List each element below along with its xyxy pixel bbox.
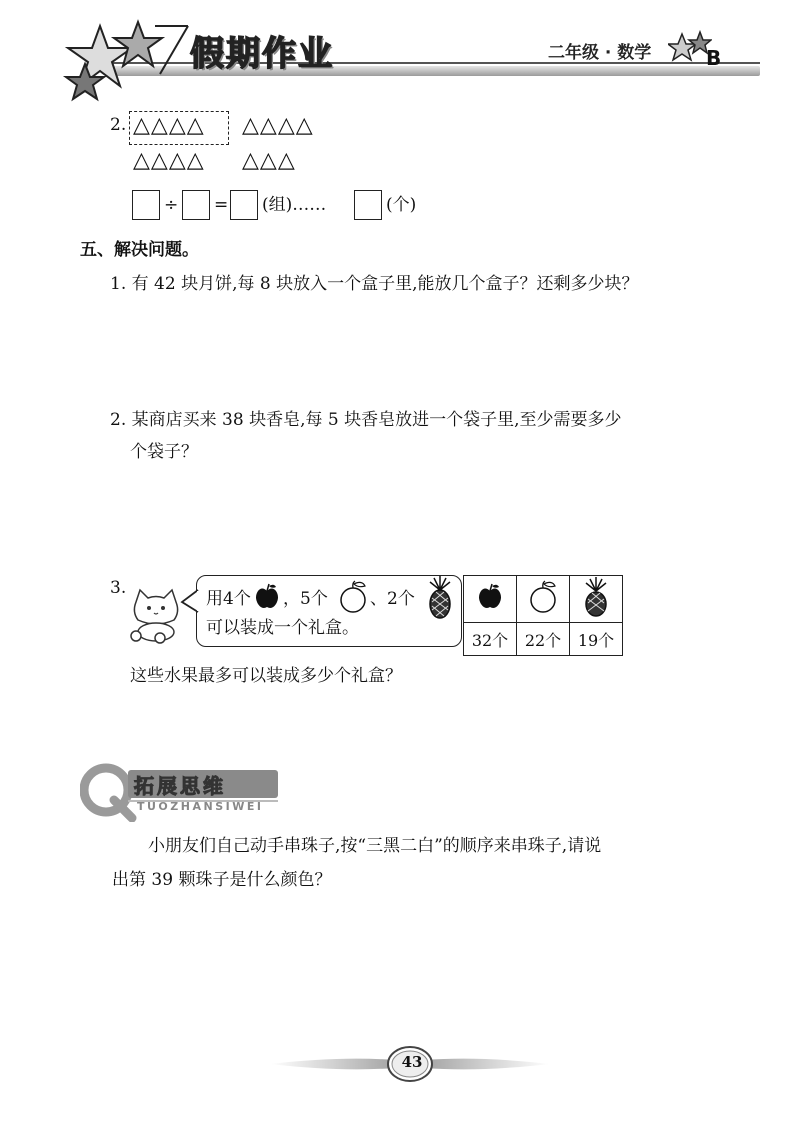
triangle-group-1: △△△△: [133, 113, 205, 138]
table-cell-apple: [464, 576, 517, 623]
extension-title: 拓展思维: [134, 774, 226, 798]
table-orange-icon: [528, 580, 558, 614]
table-apple-icon: [477, 583, 503, 611]
unit-item-label: (个): [386, 195, 417, 215]
apple-count: 32个: [464, 623, 517, 656]
triangle-group-2: △△△△: [242, 113, 314, 138]
problem-2-line1: 2. 某商店买来 38 块香皂,每 5 块香皂放进一个袋子里,至少需要多少: [110, 410, 622, 430]
bubble-text-b: ，5个: [283, 589, 328, 609]
page-number: 43: [401, 1053, 423, 1071]
answer-box-dividend[interactable]: [132, 190, 160, 220]
kitten-icon: [126, 588, 186, 644]
bubble-text-a: 用4个: [206, 589, 251, 609]
table-cell-pineapple: [570, 576, 623, 623]
edition-letter: B: [706, 46, 722, 70]
equals-sign: =: [214, 195, 229, 215]
answer-box-divisor[interactable]: [182, 190, 210, 220]
bubble-text-c: 、2个: [370, 589, 415, 609]
division-sign: ÷: [164, 195, 179, 215]
table-pineapple-icon: [580, 577, 612, 617]
answer-box-remainder[interactable]: [354, 190, 382, 220]
apple-icon: [254, 583, 280, 611]
pineapple-count: 19个: [570, 623, 623, 656]
problem-1: 1. 有 42 块月饼,每 8 块放入一个盒子里,能放几个盒子？还剩多少块？: [110, 274, 639, 294]
answer-box-quotient[interactable]: [230, 190, 258, 220]
bubble-tail: [180, 588, 200, 614]
triangle-group-4: △△△: [242, 148, 296, 173]
pineapple-icon: [424, 576, 456, 620]
section-heading: 五、解决问题。: [80, 240, 199, 260]
extension-text-line1: 小朋友们自己动手串珠子,按“三黑二白”的顺序来串珠子,请说: [148, 836, 602, 856]
orange-icon: [338, 580, 368, 614]
extension-text-line2: 出第 39 颗珠子是什么颜色？: [112, 870, 332, 890]
header-subtitle: 二年级 · 数学: [548, 43, 652, 63]
triangle-group-3: △△△△: [133, 148, 205, 173]
bubble-text-line2: 可以装成一个礼盒。: [206, 618, 359, 638]
problem-2-line2: 个袋子？: [130, 442, 198, 462]
orange-count: 22个: [517, 623, 570, 656]
stars-logo-icon: [60, 14, 190, 114]
unit-group-label: (组)……: [262, 195, 327, 215]
problem-3-question: 这些水果最多可以装成多少个礼盒？: [130, 666, 402, 686]
extension-subtitle: TUOZHANSIWEI: [137, 800, 264, 813]
fruit-count-table: [463, 575, 623, 656]
header-title: 假期作业: [190, 34, 334, 74]
problem-3-number: 3.: [110, 578, 127, 598]
q2-number: 2.: [110, 115, 127, 135]
table-cell-orange: [517, 576, 570, 623]
